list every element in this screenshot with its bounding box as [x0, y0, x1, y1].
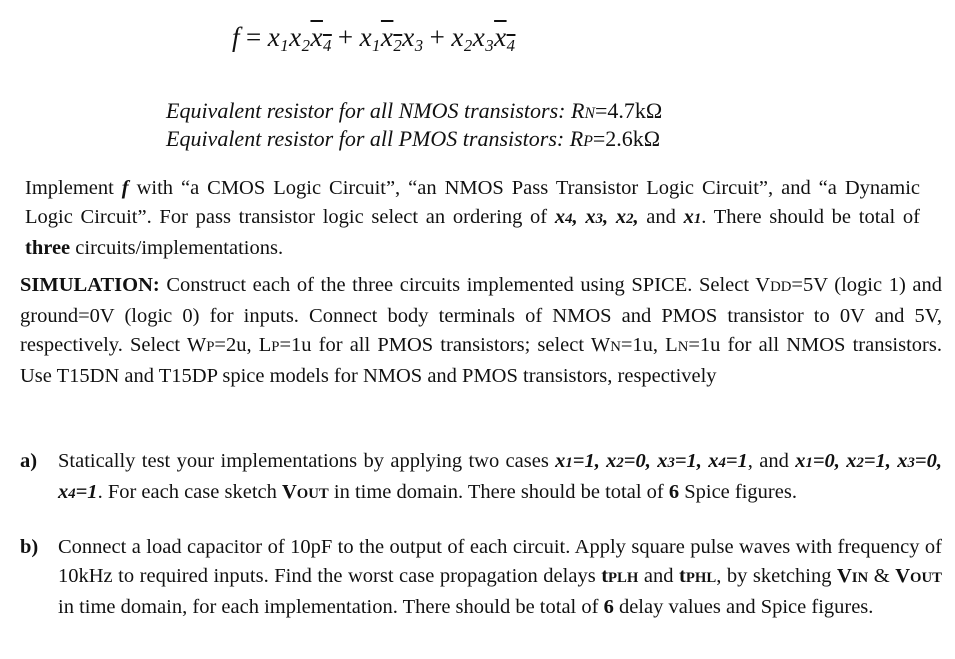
question-b-label: b)	[20, 536, 39, 558]
simulation-paragraph: SIMULATION: Construct each of the three circuits implemented using SPICE. Select VDD=5V (logic 1) and ground=0V (logic 0) for inputs. Connect body terminals of NMOS and PMOS transistor to 0V and 5V, respectively. Select WP=2u, LP=1u for all PMOS transistors; select WN=1u, LN=1u for all NMOS transistors. Use T15DN and T15DP spice models for NMOS and PMOS transistors, respectively	[20, 274, 942, 387]
nmos-resistor-line: Equivalent resistor for all NMOS transistors: RN=4.7kΩ	[166, 98, 663, 123]
boolean-equation: $f = x_1x_2x_4 + x_1x_2x_3 + x_2x_3x_4$	[232, 22, 516, 56]
pmos-resistor-line: Equivalent resistor for all PMOS transistors: RP=2.6kΩ	[166, 126, 661, 151]
question-a-label: a)	[20, 450, 38, 472]
implement-paragraph: Implement f with “a CMOS Logic Circuit”, “an NMOS Pass Transistor Logic Circuit”, and “a Dynamic Logic Circuit”. For pass transistor logic select an ordering of x4, x3, x2, and x1. There should be total of three circuits/implementations.	[25, 177, 920, 259]
question-a: a) Statically test your implementations by applying two cases x1=1, x2=0, x3=1, x4=1, and x1=0, x2=1, x3=0, x4=1. For each case sketch VOUT in time domain. There should be total of 6 Spice figures.	[20, 447, 942, 509]
question-b: b) Connect a load capacitor of 10pF to the output of each circuit. Apply square pulse waves with frequency of 10kHz to required inputs. Find the worst case propagation delays tPLH and tPHL, by sketching VIN & VOUT in time domain, for each implementation. There should be total of 6 delay values and Spice figures.	[20, 533, 942, 622]
